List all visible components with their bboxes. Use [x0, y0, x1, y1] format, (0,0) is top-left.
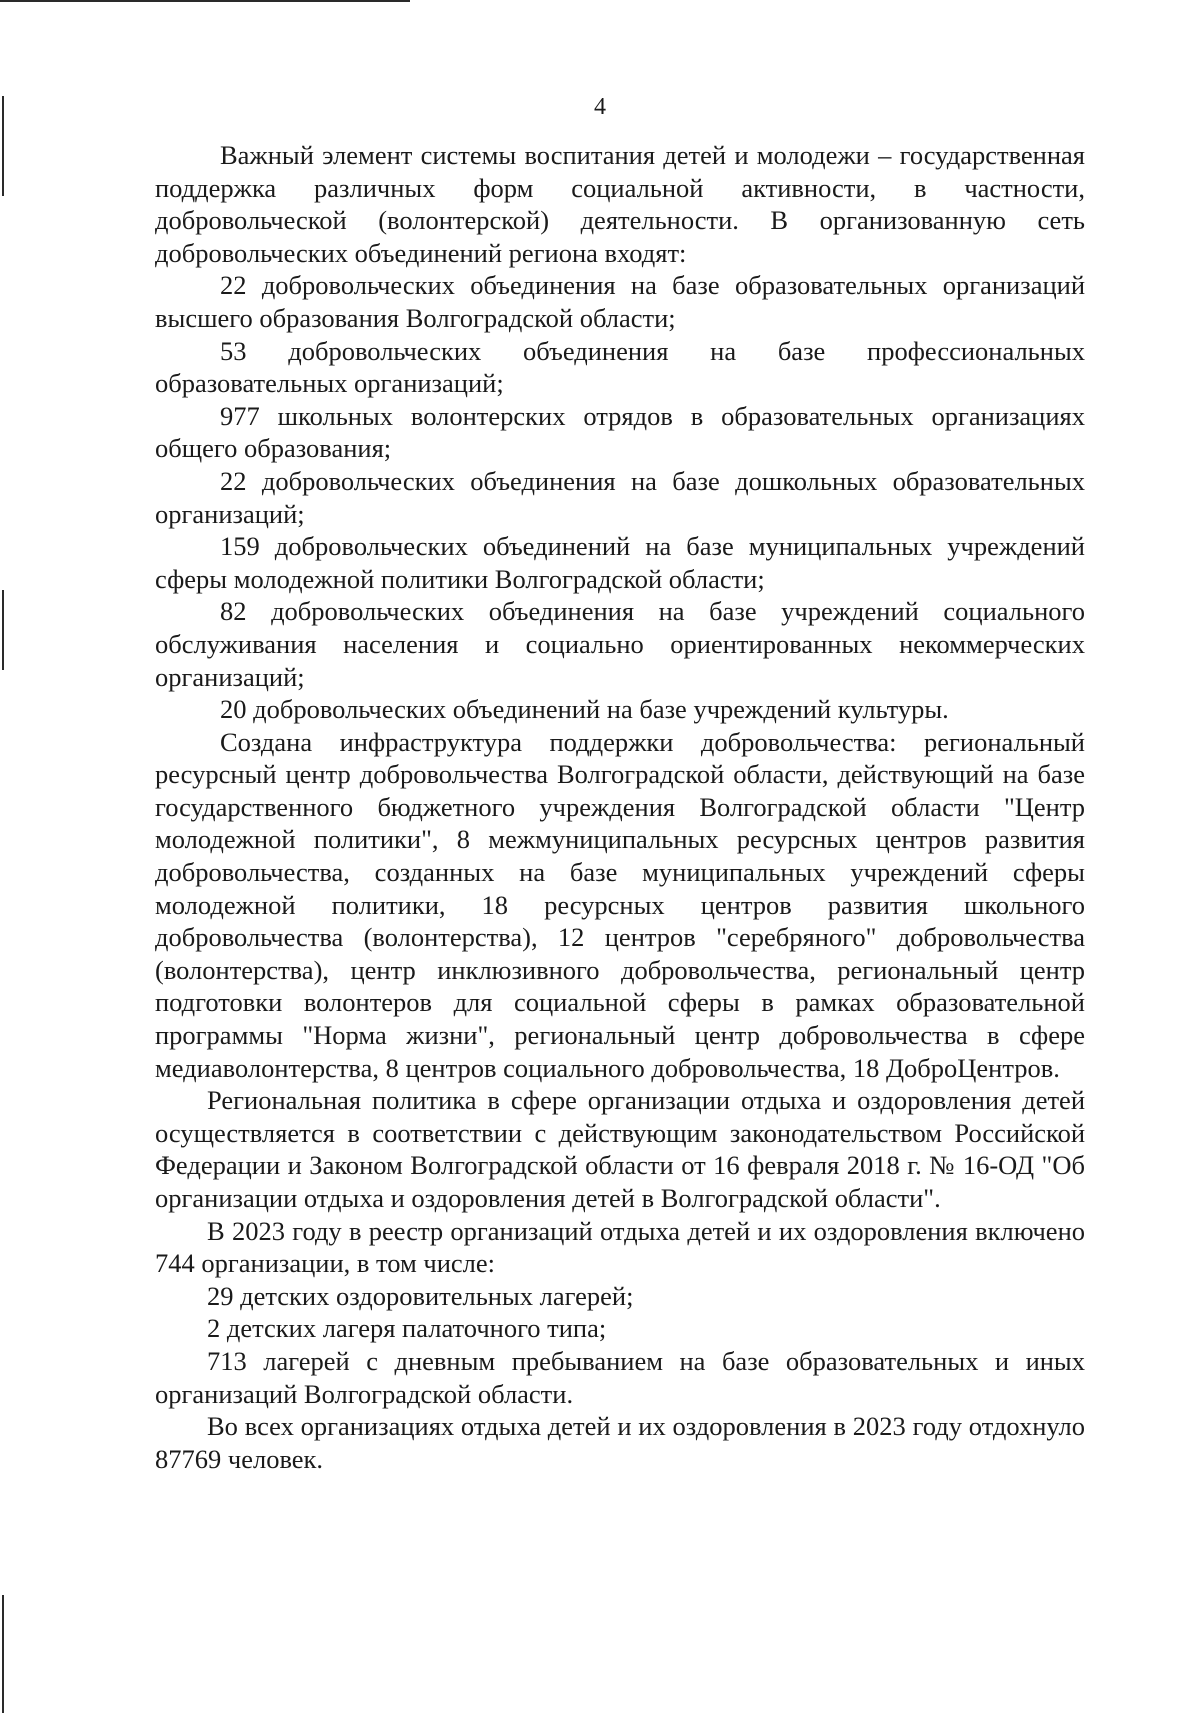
- list-item-tent-camps: 2 детских лагеря палаточного типа;: [207, 1313, 607, 1344]
- page-number: 4: [594, 94, 606, 120]
- list-item-municipal-youth: 159 добровольческих объединений на базе муниципальных учреждений сферы молодежной политики Волгоградской области;: [155, 531, 1085, 594]
- list-item-preschool: 22 добровольческих объединения на базе дошкольных образовательных организаций;: [155, 465, 1085, 529]
- scan-edge-left-2: [2, 590, 4, 670]
- list-item-professional-education: 53 добровольческих объединения на базе профессиональных образовательных организаций;: [155, 335, 1085, 399]
- list-item-higher-education: 22 добровольческих объединения на базе образовательных организаций высшего образования Волгоградской области;: [155, 270, 1085, 333]
- list-item-social-service: 82 добровольческих объединения на базе учреждений социального обслуживания населения и социально ориентированных некоммерческих организаций;: [155, 596, 1085, 692]
- scan-edge-top: [0, 0, 410, 2]
- list-item-health-camps: 29 детских оздоровительных лагерей;: [207, 1280, 634, 1311]
- paragraph-total-rested: Во всех организациях отдыха детей и их оздоровления в 2023 году отдохнуло 87769 человек.: [155, 1411, 1085, 1474]
- scan-edge-left-3: [2, 1595, 4, 1713]
- paragraph-infrastructure: Создана инфраструктура поддержки добровольчества: региональный ресурсный центр добровольчества Волгоградской области, действующий на базе государственного бюджетного учреждения Волгоградской области "Центр молодежной политики", 8 межмуниципальных ресурсных центров развития добровольчества, созданных на базе муниципальных учреждений сферы молодежной политики, 18 ресурсных центров развития школьного добровольчества (волонтерства), 12 центров "серебряного" добровольчества (волонтерства), центр инклюзивного добровольчества, региональный центр подготовки волонтеров для социальной сферы в рамках образовательной программы "Норма жизни", региональный центр добровольчества в сфере медиаволонтерства, 8 центров социального добровольчества, 18 ДоброЦентров.: [155, 726, 1085, 1083]
- list-item-day-camps: 713 лагерей с дневным пребыванием на базе образовательных и иных организаций Волгоградской области.: [155, 1345, 1085, 1409]
- paragraph-intro: Важный элемент системы воспитания детей и молодежи – государственная поддержка различных форм социальной активности, в частности, добровольческой (волонтерской) деятельности. В организованную сеть добровольческих объединений региона входят:: [155, 140, 1085, 268]
- list-item-culture: 20 добровольческих объединений на базе учреждений культуры.: [220, 694, 949, 725]
- paragraph-regional-policy: Региональная политика в сфере организации отдыха и оздоровления детей осуществляется в соответствии с действующим законодательством Российской Федерации и Законом Волгоградской области от 16 февраля 2018 г. № 16-ОД "Об организации отдыха и оздоровления детей в Волгоградской области".: [155, 1085, 1085, 1213]
- document-body: [155, 139, 1085, 1475]
- list-item-school-squads: 977 школьных волонтерских отрядов в образовательных организациях общего образования;: [155, 400, 1085, 464]
- paragraph-registry: В 2023 году в реестр организаций отдыха детей и их оздоровления включено 744 организации, в том числе:: [155, 1215, 1085, 1279]
